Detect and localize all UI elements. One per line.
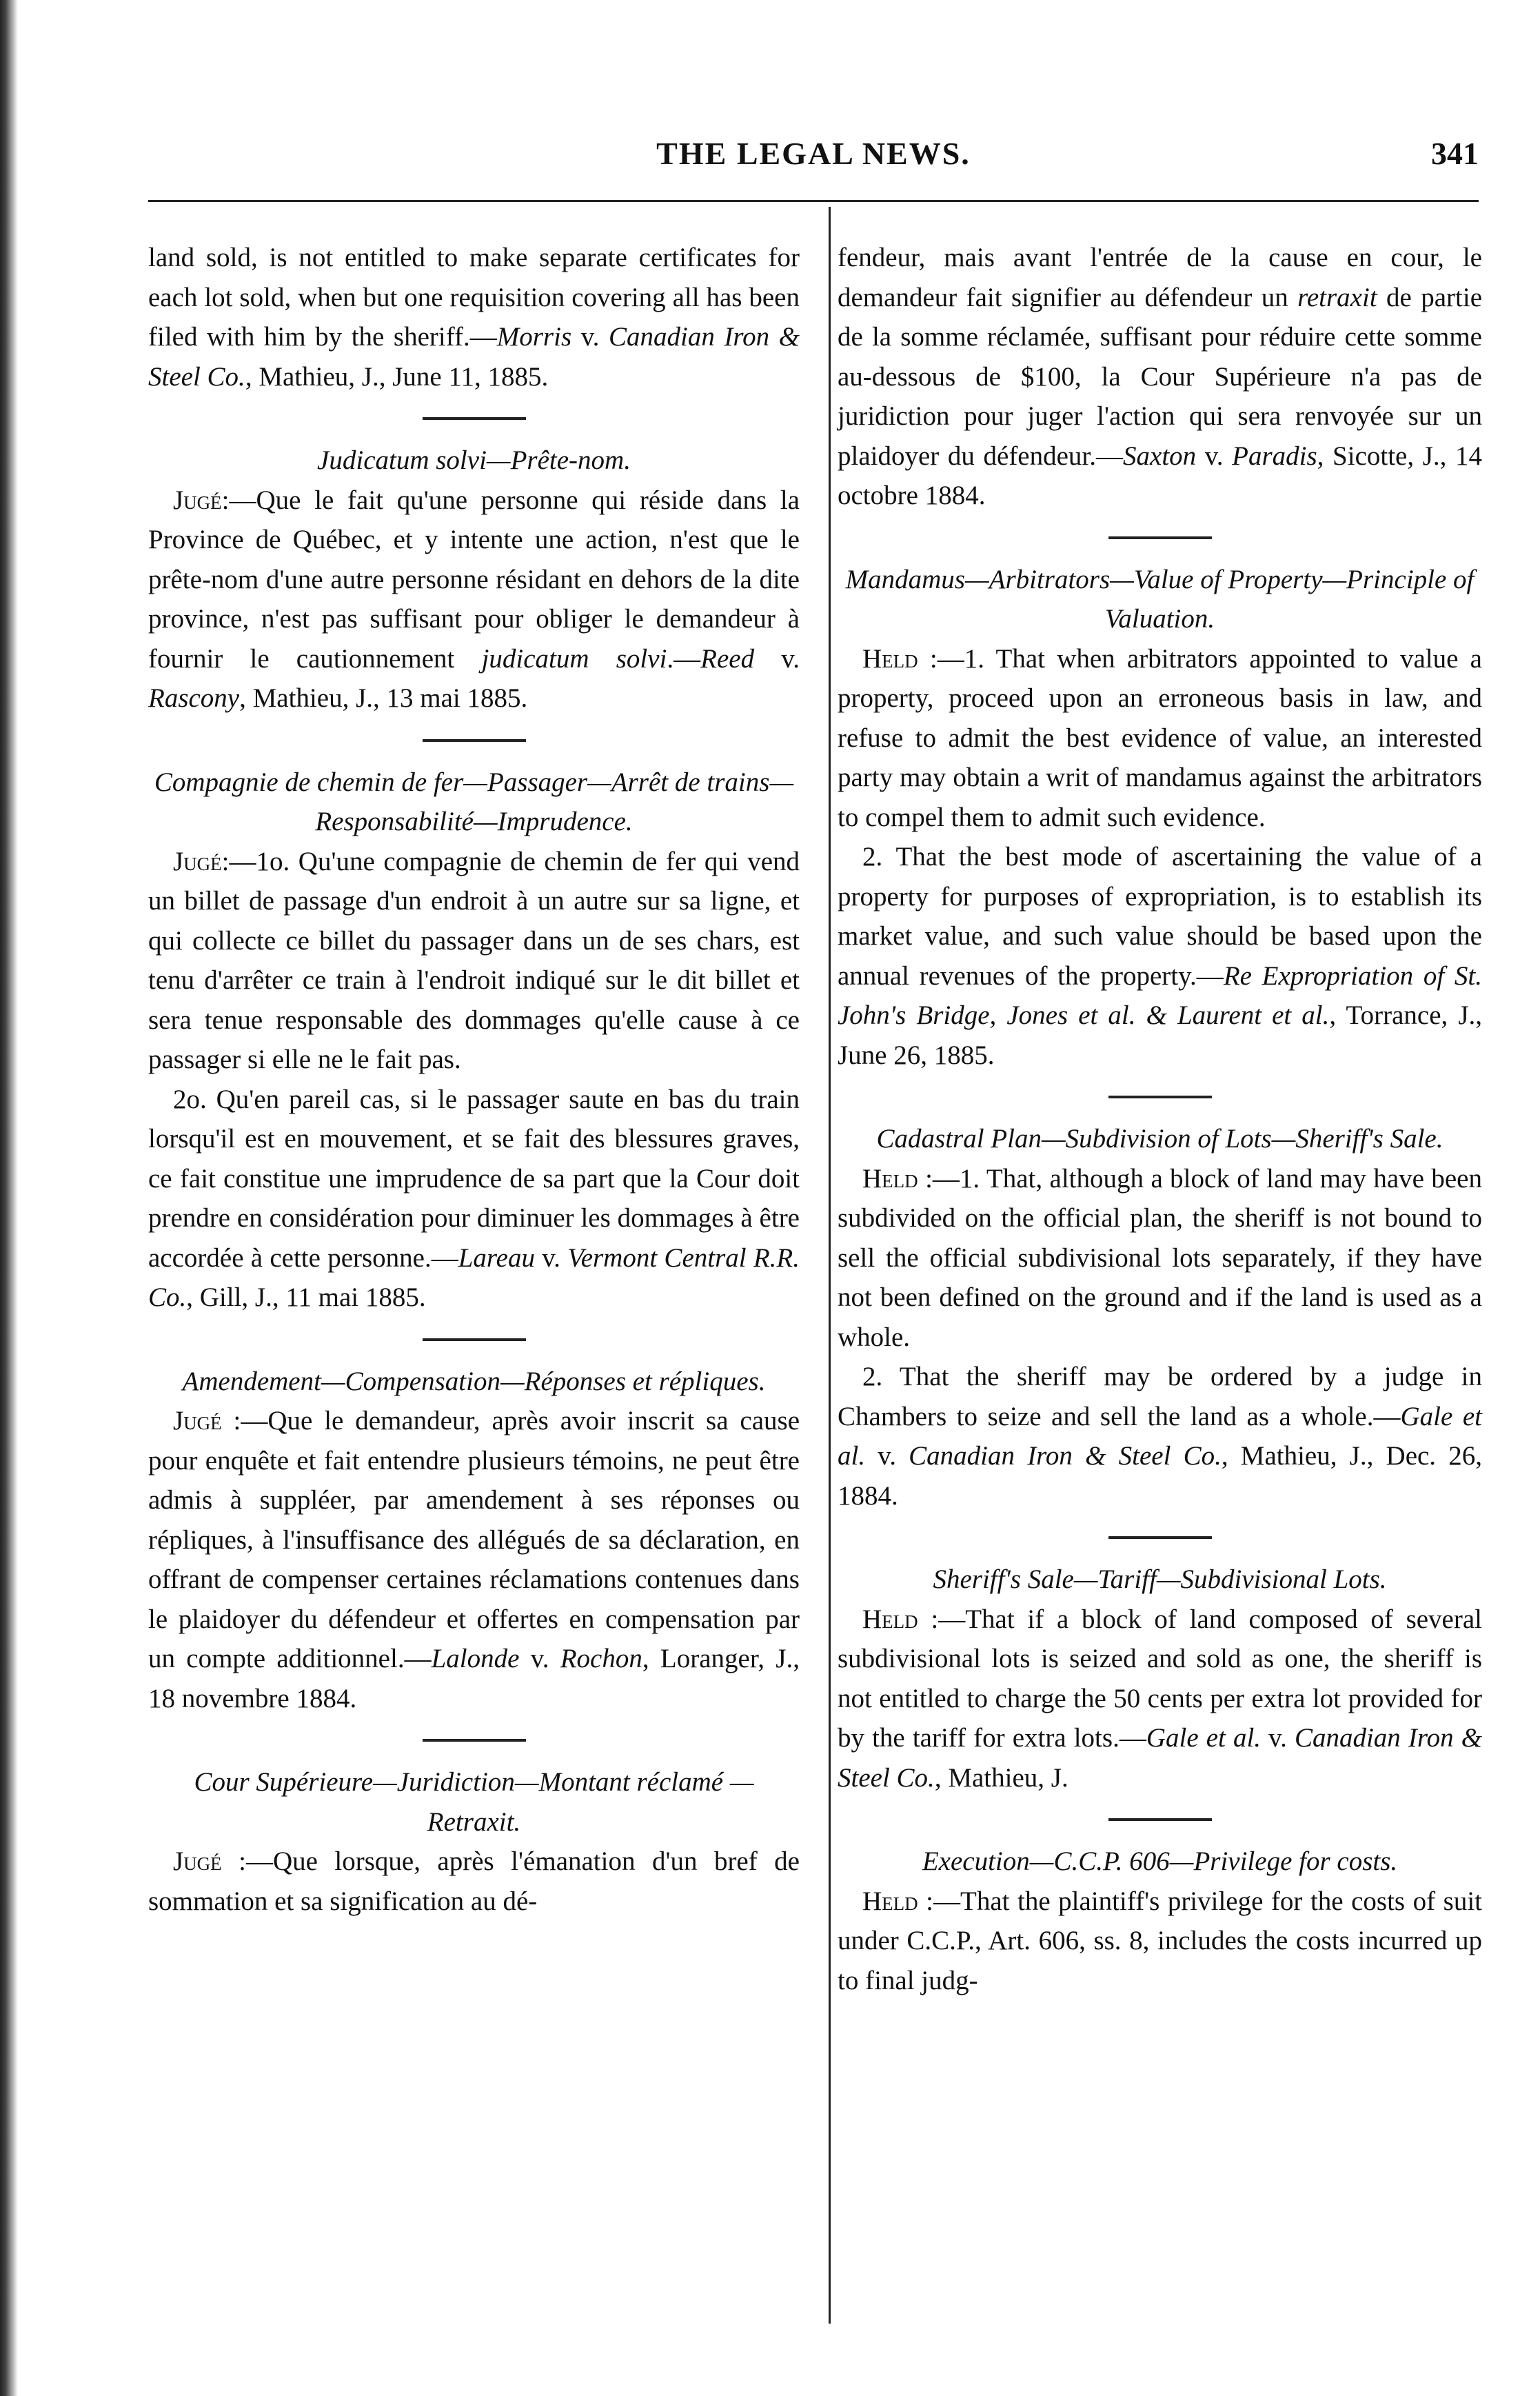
held-label: Held <box>862 643 918 674</box>
page-number: 341 <box>1431 136 1479 171</box>
text: :—Que le fait qu'une personne qui réside dans la Province de Québec, et y intente une action, n'est que le prête-nom d'une autre personne résidant en dehors de la dite province, n'est pas suffisant pour obliger le demandeur à fournir le cautionnement <box>148 485 800 674</box>
text: 2. That the best mode of ascertaining the value of a property for purposes of expropriation, is to establish its market value, and such value should be based upon the annual revenues of the property.— <box>838 842 1482 991</box>
case-paragraph <box>838 1357 1482 1516</box>
versus: v. <box>754 643 800 674</box>
case-party: Reed <box>700 643 755 674</box>
case-heading: Cour Supérieure—Juridiction—Montant réclamé —Retraxit. <box>194 1767 754 1837</box>
case-party: Gale et al. <box>1146 1723 1262 1753</box>
section-divider <box>1108 1818 1212 1821</box>
right-column <box>838 238 1482 2000</box>
case-paragraph <box>838 837 1482 1075</box>
citation: , Mathieu, J., Dec. 26, 1884. <box>838 1441 1482 1511</box>
case-party: Canadian Iron & Steel Co. <box>838 1723 1483 1793</box>
case-paragraph <box>148 1080 800 1318</box>
versus: v. <box>865 1441 909 1471</box>
held-label: Held <box>862 1886 918 1916</box>
latin-term: judicatum solvi <box>481 643 667 674</box>
section-divider <box>423 1739 526 1742</box>
left-column <box>148 238 800 1921</box>
case-heading: Amendement—Compensation—Réponses et répliques. <box>182 1366 766 1396</box>
held-label: Jugé <box>173 846 222 876</box>
text: fendeur, mais avant l'entrée de la cause en cour, le demandeur fait signifier au défendeur un <box>838 243 1482 312</box>
citation: , Sicotte, J., 14 octobre 1884. <box>838 441 1483 510</box>
citation: , Torrance, J., June 26, 1885. <box>838 1000 1482 1070</box>
text: 2. That the sheriff may be ordered by a judge in Chambers to seize and sell the land as a whole.— <box>838 1362 1482 1431</box>
text: :—That if a block of land composed of several subdivisional lots is seized and sold as one, the sheriff is not entitled to charge the 50 cents per extra lot provided for by the tariff for extra lots.— <box>838 1604 1482 1753</box>
case-party: Canadian Iron & Steel Co. <box>909 1441 1222 1471</box>
held-label: Jugé <box>173 1846 222 1876</box>
text: de partie de la somme réclamée, suffisant pour réduire cette somme au-dessous de $100, la Cour Supérieure n'a pas de juridiction pour juger l'action qui sera renvoyée sur un plaidoyer du défendeur.— <box>838 282 1482 471</box>
citation: , Mathieu, J. <box>934 1762 1068 1793</box>
paragraph-continued <box>148 238 800 396</box>
section-divider <box>423 417 526 420</box>
versus: v. <box>534 1242 568 1273</box>
case-party: Gale et al. <box>838 1401 1482 1471</box>
case-heading: Mandamus—Arbitrators—Value of Property—Principle of Valuation. <box>845 564 1475 634</box>
text: :—Que le demandeur, après avoir inscrit sa cause pour enquête et fait entendre plusieurs témoins, ne peut être admis à suppléer, par amendement à ses réponses ou répliques, à l'insuffisance des allégués de sa déclaration, en offrant de compenser certaines réclamations contenues dans le plaidoyer du défendeur et offertes en compensation par un compte additionnel.— <box>148 1406 800 1673</box>
text: :—1o. Qu'une compagnie de chemin de fer qui vend un billet de passage d'un endroit à un autre sur sa ligne, et qui collecte ce billet du passager dans un de ses chars, est tenu d'arrêter ce train à l'endroit indiqué sur le dit billet et sera tenue responsable des dommages qu'elle cause à ce passager si elle ne le fait pas. <box>148 846 800 1074</box>
text: :—1. That when arbitrators appointed to value a property, proceed upon an erroneous basis in law, and refuse to admit the best evidence of value, an interested party may obtain a writ of mandamus against the arbitrators to compel them to admit such evidence. <box>838 643 1482 832</box>
case-party: Paradis <box>1232 441 1317 471</box>
versus: v. <box>571 322 609 352</box>
held-label: Held <box>862 1163 918 1194</box>
case-paragraph <box>838 639 1482 838</box>
case-party: Rascony <box>148 683 240 713</box>
versus: v. <box>1261 1723 1295 1753</box>
case-heading: Execution—C.C.P. 606—Privilege for costs. <box>922 1846 1398 1876</box>
header-rule <box>148 200 1479 202</box>
section-divider <box>423 1338 526 1341</box>
case-paragraph <box>148 1842 800 1921</box>
section-divider <box>1108 1536 1212 1539</box>
scan-edge-shadow <box>0 0 18 2396</box>
column-rule <box>829 207 831 2324</box>
case-heading: Judicatum solvi—Prête-nom. <box>317 445 631 475</box>
text: .— <box>667 643 701 674</box>
text: land sold, is not entitled to make separate certificates for each lot sold, when but one requisition covering all has been filed with him by the sheriff.— <box>148 243 800 352</box>
text: :—That the plaintiff's privilege for the costs of suit under C.C.P., Art. 606, ss. 8, includes the costs incurred up to final judg- <box>838 1886 1482 1995</box>
citation: , Gill, J., 11 mai 1885. <box>186 1282 426 1312</box>
case-heading: Sheriff's Sale—Tariff—Subdivisional Lots. <box>933 1564 1387 1594</box>
case-heading: Cadastral Plan—Subdivision of Lots—Sheriff's Sale. <box>876 1124 1443 1154</box>
case-party: Rochon <box>560 1644 642 1673</box>
case-party: Saxton <box>1123 441 1197 471</box>
running-title: THE LEGAL NEWS. <box>656 136 971 171</box>
citation: , Mathieu, J., June 11, 1885. <box>245 361 549 392</box>
case-party: Morris <box>496 322 572 352</box>
case-paragraph <box>838 1159 1482 1358</box>
case-party: Re Expropriation of St. John's Bridge, Jones et al. & Laurent et al. <box>838 960 1482 1030</box>
case-paragraph <box>838 1600 1482 1798</box>
case-paragraph <box>148 481 800 718</box>
versus: v. <box>1196 441 1233 471</box>
section-divider <box>1108 536 1212 539</box>
text: 2o. Qu'en pareil cas, si le passager saute en bas du train lorsqu'il est en mouvement, et se fait des blessures graves, ce fait constitue une imprudence de sa part que la Cour doit prendre en considération pour diminuer les dommages à être accordée à cette personne.— <box>148 1084 800 1273</box>
held-label: Jugé <box>173 1406 222 1436</box>
section-divider <box>423 739 526 742</box>
latin-term: retraxit <box>1297 282 1377 312</box>
case-party: Lalonde <box>431 1644 520 1673</box>
case-paragraph <box>148 842 800 1080</box>
citation: , Mathieu, J., 13 mai 1885. <box>239 683 528 713</box>
case-heading: Compagnie de chemin de fer—Passager—Arrêt de trains—Responsabilité—Imprudence. <box>154 767 794 836</box>
paragraph-continued <box>838 238 1482 516</box>
case-paragraph <box>148 1401 800 1718</box>
case-party: Canadian Iron & Steel Co. <box>148 322 800 392</box>
case-party: Vermont Central R.R. Co. <box>148 1242 800 1312</box>
text: :—1. That, although a block of land may have been subdivided on the official plan, the sheriff is not bound to sell the official subdivisional lots separately, if they have not been defined on the ground and if the land is used as a whole. <box>838 1163 1482 1352</box>
held-label: Jugé <box>173 485 222 515</box>
held-label: Held <box>862 1604 918 1634</box>
case-paragraph <box>838 1882 1482 2001</box>
case-party: Lareau <box>458 1242 535 1273</box>
text: :—Que lorsque, après l'émanation d'un bref de sommation et sa signification au dé- <box>148 1846 800 1916</box>
versus: v. <box>519 1644 560 1673</box>
page-header <box>148 135 1479 183</box>
citation: , Loranger, J., 18 novembre 1884. <box>148 1644 800 1713</box>
section-divider <box>1108 1096 1212 1098</box>
